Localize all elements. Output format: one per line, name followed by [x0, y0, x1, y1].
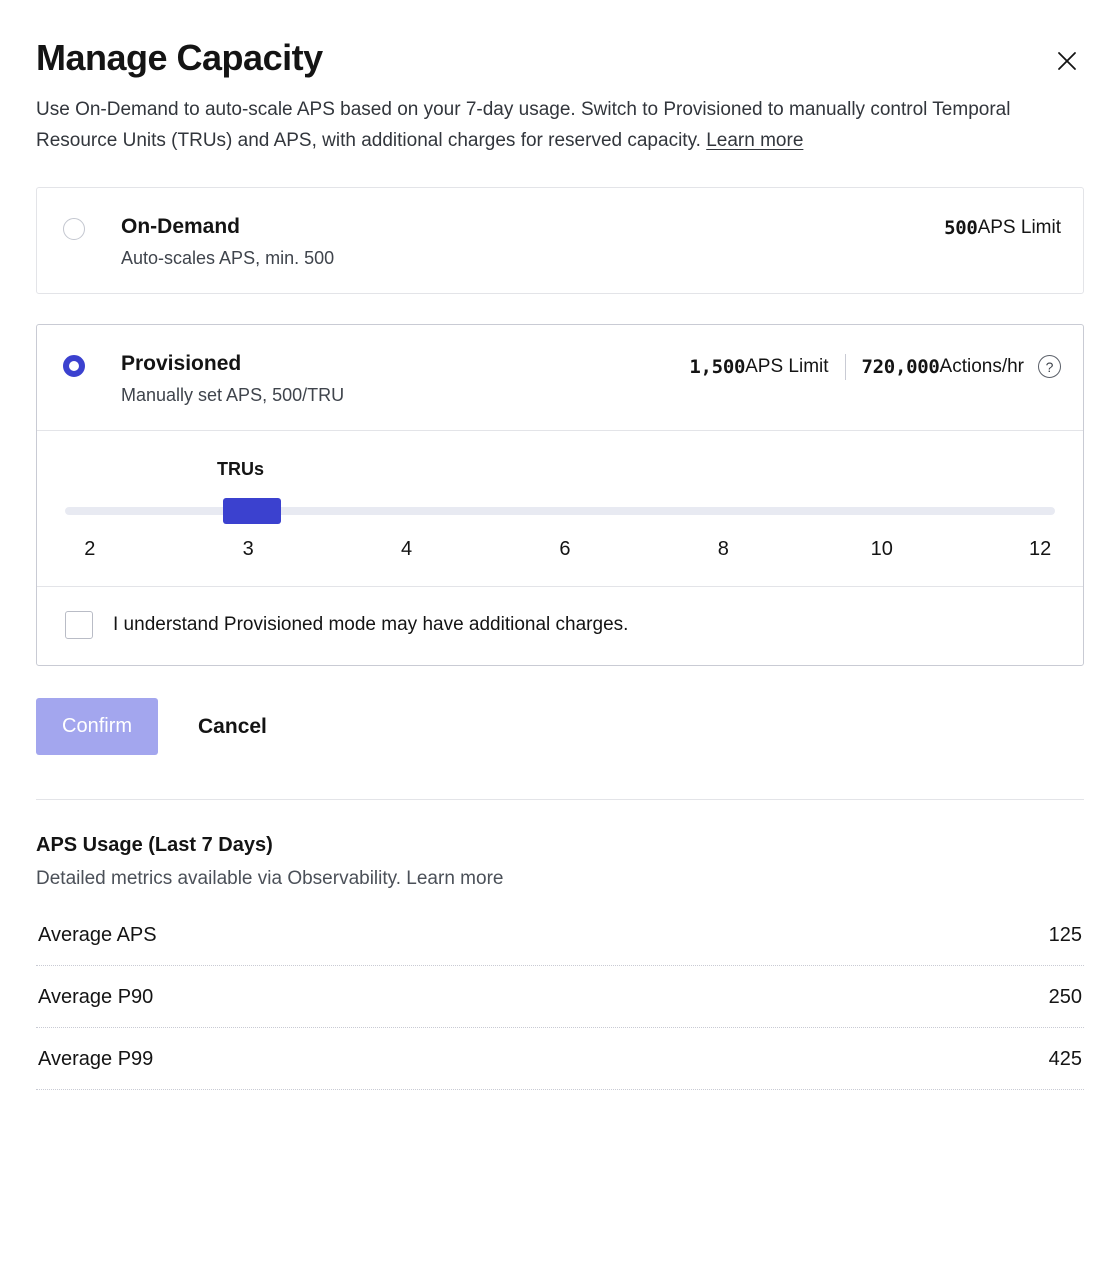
acknowledge-label: I understand Provisioned mode may have additional charges. — [113, 614, 629, 636]
provisioned-aps-label: APS Limit — [745, 355, 829, 377]
trus-tick-10: 10 — [870, 538, 893, 561]
provisioned-actions-value: 720,000 — [861, 355, 940, 378]
metric-value: 425 — [1048, 1048, 1082, 1071]
radio-provisioned[interactable] — [63, 355, 85, 377]
metric-label: Average P90 — [38, 986, 154, 1009]
confirm-button[interactable]: Confirm — [36, 698, 158, 755]
trus-tick-2: 2 — [84, 538, 96, 561]
option-provisioned-text — [121, 351, 689, 406]
trus-slider-label: TRUs — [217, 459, 265, 480]
option-on-demand-head — [37, 188, 1083, 293]
provisioned-actions-label: Actions/hr — [939, 355, 1024, 377]
usage-learn-more-link[interactable]: Learn more — [406, 868, 504, 890]
on-demand-aps-label: APS Limit — [977, 216, 1061, 238]
trus-tick-12: 12 — [1029, 538, 1052, 561]
trus-tick-4: 4 — [400, 538, 413, 561]
dialog-header — [36, 38, 1084, 78]
trus-slider-thumb[interactable] — [223, 498, 281, 524]
help-circle-icon[interactable]: ? — [1038, 355, 1061, 378]
option-card-provisioned[interactable] — [36, 324, 1084, 666]
option-on-demand-desc: Auto-scales APS, min. 500 — [121, 247, 335, 268]
on-demand-aps-value: 500 — [944, 216, 978, 239]
metric-value: 250 — [1048, 986, 1082, 1009]
option-provisioned-title: Provisioned — [121, 351, 242, 375]
dialog-description-text: Use On-Demand to auto-scale APS based on your 7-day usage. Switch to Provisioned to manually control Temporal Resource Units (TRUs) and APS, with additional charges for reserved capacity. — [36, 99, 1011, 152]
section-divider — [36, 799, 1084, 800]
trus-slider-track[interactable] — [65, 507, 1055, 515]
metric-value: 125 — [1048, 924, 1082, 947]
metric-label: Average P99 — [38, 1048, 154, 1071]
trus-tick-6: 6 — [559, 538, 571, 561]
cancel-button[interactable]: Cancel — [192, 714, 273, 740]
metric-row — [36, 966, 1084, 1028]
trus-slider-ticks — [65, 538, 1055, 568]
page-title: Manage Capacity — [36, 37, 323, 78]
metric-row — [36, 904, 1084, 966]
option-provisioned-desc: Manually set APS, 500/TRU — [121, 385, 345, 406]
learn-more-link[interactable]: Learn more — [706, 130, 804, 152]
dialog-description — [36, 94, 1082, 157]
acknowledge-section — [37, 586, 1083, 665]
close-icon[interactable] — [1050, 44, 1084, 78]
usage-subtitle-text: Detailed metrics available via Observability. — [36, 868, 407, 890]
trus-tick-8: 8 — [717, 538, 729, 561]
option-on-demand-title: On-Demand — [121, 214, 241, 238]
metric-row — [36, 1028, 1084, 1090]
option-on-demand-text — [121, 214, 944, 269]
option-provisioned-limits — [689, 354, 1061, 380]
usage-section-subtitle — [36, 868, 1084, 890]
option-on-demand-limit — [944, 217, 1061, 239]
trus-tick-3: 3 — [242, 538, 254, 561]
dialog-actions — [36, 698, 1084, 755]
provisioned-aps-value: 1,500 — [689, 355, 746, 378]
trus-slider[interactable] — [65, 498, 1055, 524]
usage-metrics-list — [36, 904, 1084, 1090]
limit-divider — [845, 354, 846, 380]
usage-section-title: APS Usage (Last 7 Days) — [36, 834, 273, 857]
acknowledge-checkbox[interactable] — [65, 611, 93, 639]
option-card-on-demand[interactable] — [36, 187, 1084, 294]
trus-slider-section — [37, 430, 1083, 586]
radio-on-demand[interactable] — [63, 218, 85, 240]
option-provisioned-head — [37, 325, 1083, 430]
metric-label: Average APS — [38, 924, 157, 947]
